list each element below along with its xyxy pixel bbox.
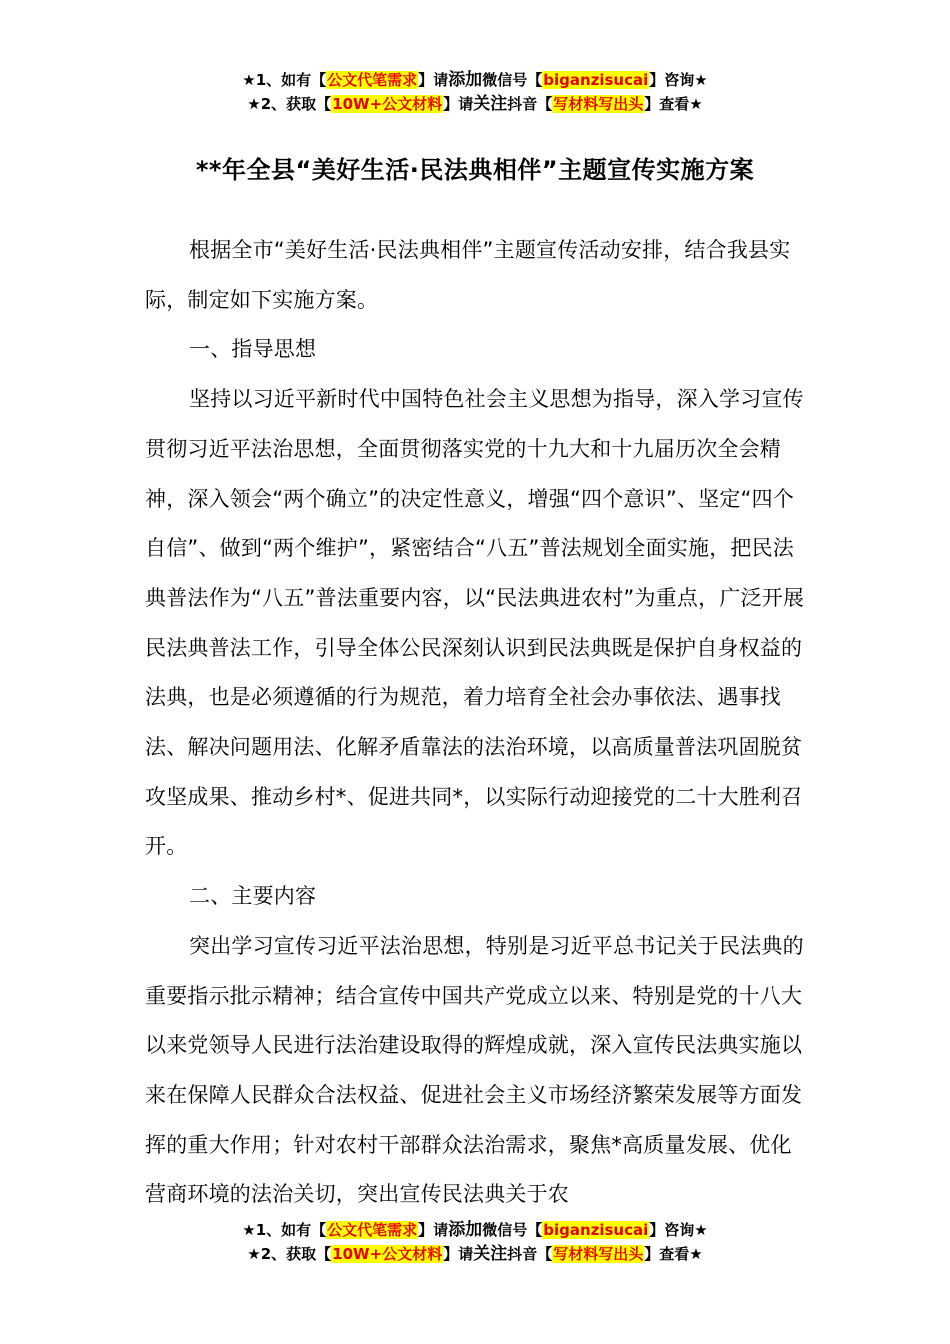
banner-line2-highlight-1: 10W+公文材料 (332, 95, 443, 113)
banner-line1-mid-2: 微信号【 (482, 71, 543, 89)
banner-line2-emphasis: 关注 (473, 94, 508, 114)
footer-line1-mid-2: 微信号【 (482, 1221, 543, 1239)
banner-line2-mid-2: 抖音【 (507, 95, 553, 113)
footer-line1-prefix: ★1、如有【 (242, 1221, 327, 1239)
intro-paragraph: 根据全市“美好生活·民法典相伴”主题宣传活动安排，结合我县实际，制定如下实施方案。 (145, 238, 791, 312)
banner-line2-mid-1: 】请 (443, 95, 474, 113)
footer-line1-wechat-id: biganzisucai (543, 1221, 649, 1239)
banner-line1-prefix: ★1、如有【 (242, 71, 327, 89)
footer-banner-line-1 (0, 1218, 950, 1242)
banner-line2-suffix: 】查看★ (644, 95, 703, 113)
header-banner (0, 68, 950, 116)
banner-line1-highlight-1: 公文代笔需求 (327, 71, 418, 89)
footer-line1-mid-1: 】请 (418, 1221, 449, 1239)
footer-line2-highlight-1: 10W+公文材料 (332, 1245, 443, 1263)
footer-line2-prefix: ★2、获取【 (247, 1245, 332, 1263)
banner-line1-suffix: 】咨询★ (649, 71, 708, 89)
banner-line1-mid-1: 】请 (418, 71, 449, 89)
document-body (145, 226, 807, 1220)
footer-banner-line-2 (0, 1242, 950, 1266)
guiding-thought-paragraph: 坚持以习近平新时代中国特色社会主义思想为指导，深入学习宣传贯彻习近平法治思想，全面贯彻落实党的十九大和十九届历次全会精神，深入领会“两个确立”的决定性意义，增强“四个意识”、坚定“四个自信”、做到“两个维护”，紧密结合“八五”普法规划全面实施，把民法典普法作为“八五”普法重要内容，以“民法典进农村”为重点，广泛开展民法典普法工作，引导全体公民深刻认识到民法典既是保护自身权益的法典，也是必须遵循的行为规范，着力培育全社会办事依法、遇事找法、解决问题用法、化解矛盾靠法的法治环境，以高质量普法巩固脱贫攻坚成果、推动乡村*、促进共同*，以实际行动迎接党的二十大胜利召开。 (145, 387, 805, 859)
banner-line1-wechat-id: biganzisucai (543, 71, 649, 89)
footer-line1-emphasis: 添加 (448, 1220, 483, 1240)
banner-line-2 (0, 92, 950, 116)
footer-line2-mid-2: 抖音【 (507, 1245, 553, 1263)
section-heading-main-content: 二、主要内容 (189, 884, 317, 909)
banner-line-1 (0, 68, 950, 92)
footer-banner (0, 1218, 950, 1266)
footer-line2-mid-1: 】请 (443, 1245, 474, 1263)
document-title: **年全县“美好生活·民法典相伴”主题宣传实施方案 (195, 156, 755, 184)
footer-line1-suffix: 】咨询★ (649, 1221, 708, 1239)
banner-line1-emphasis: 添加 (448, 70, 483, 90)
footer-line2-emphasis: 关注 (473, 1244, 508, 1264)
footer-line2-suffix: 】查看★ (644, 1245, 703, 1263)
banner-line2-prefix: ★2、获取【 (247, 95, 332, 113)
banner-line2-douyin-id: 写材料写出头 (553, 95, 644, 113)
footer-line2-douyin-id: 写材料写出头 (553, 1245, 644, 1263)
footer-line1-highlight-1: 公文代笔需求 (327, 1221, 418, 1239)
main-content-paragraph: 突出学习宣传习近平法治思想，特别是习近平总书记关于民法典的重要指示批示精神；结合宣传中国共产党成立以来、特别是党的十八大以来党领导人民进行法治建设取得的辉煌成就，深入宣传民法典实施以来在保障人民群众合法权益、促进社会主义市场经济繁荣发展等方面发挥的重大作用；针对农村干部群众法治需求，聚焦*高质量发展、优化营商环境的法治关切，突出宣传民法典关于农 (145, 933, 804, 1207)
section-heading-guiding-thought: 一、指导思想 (189, 337, 317, 362)
